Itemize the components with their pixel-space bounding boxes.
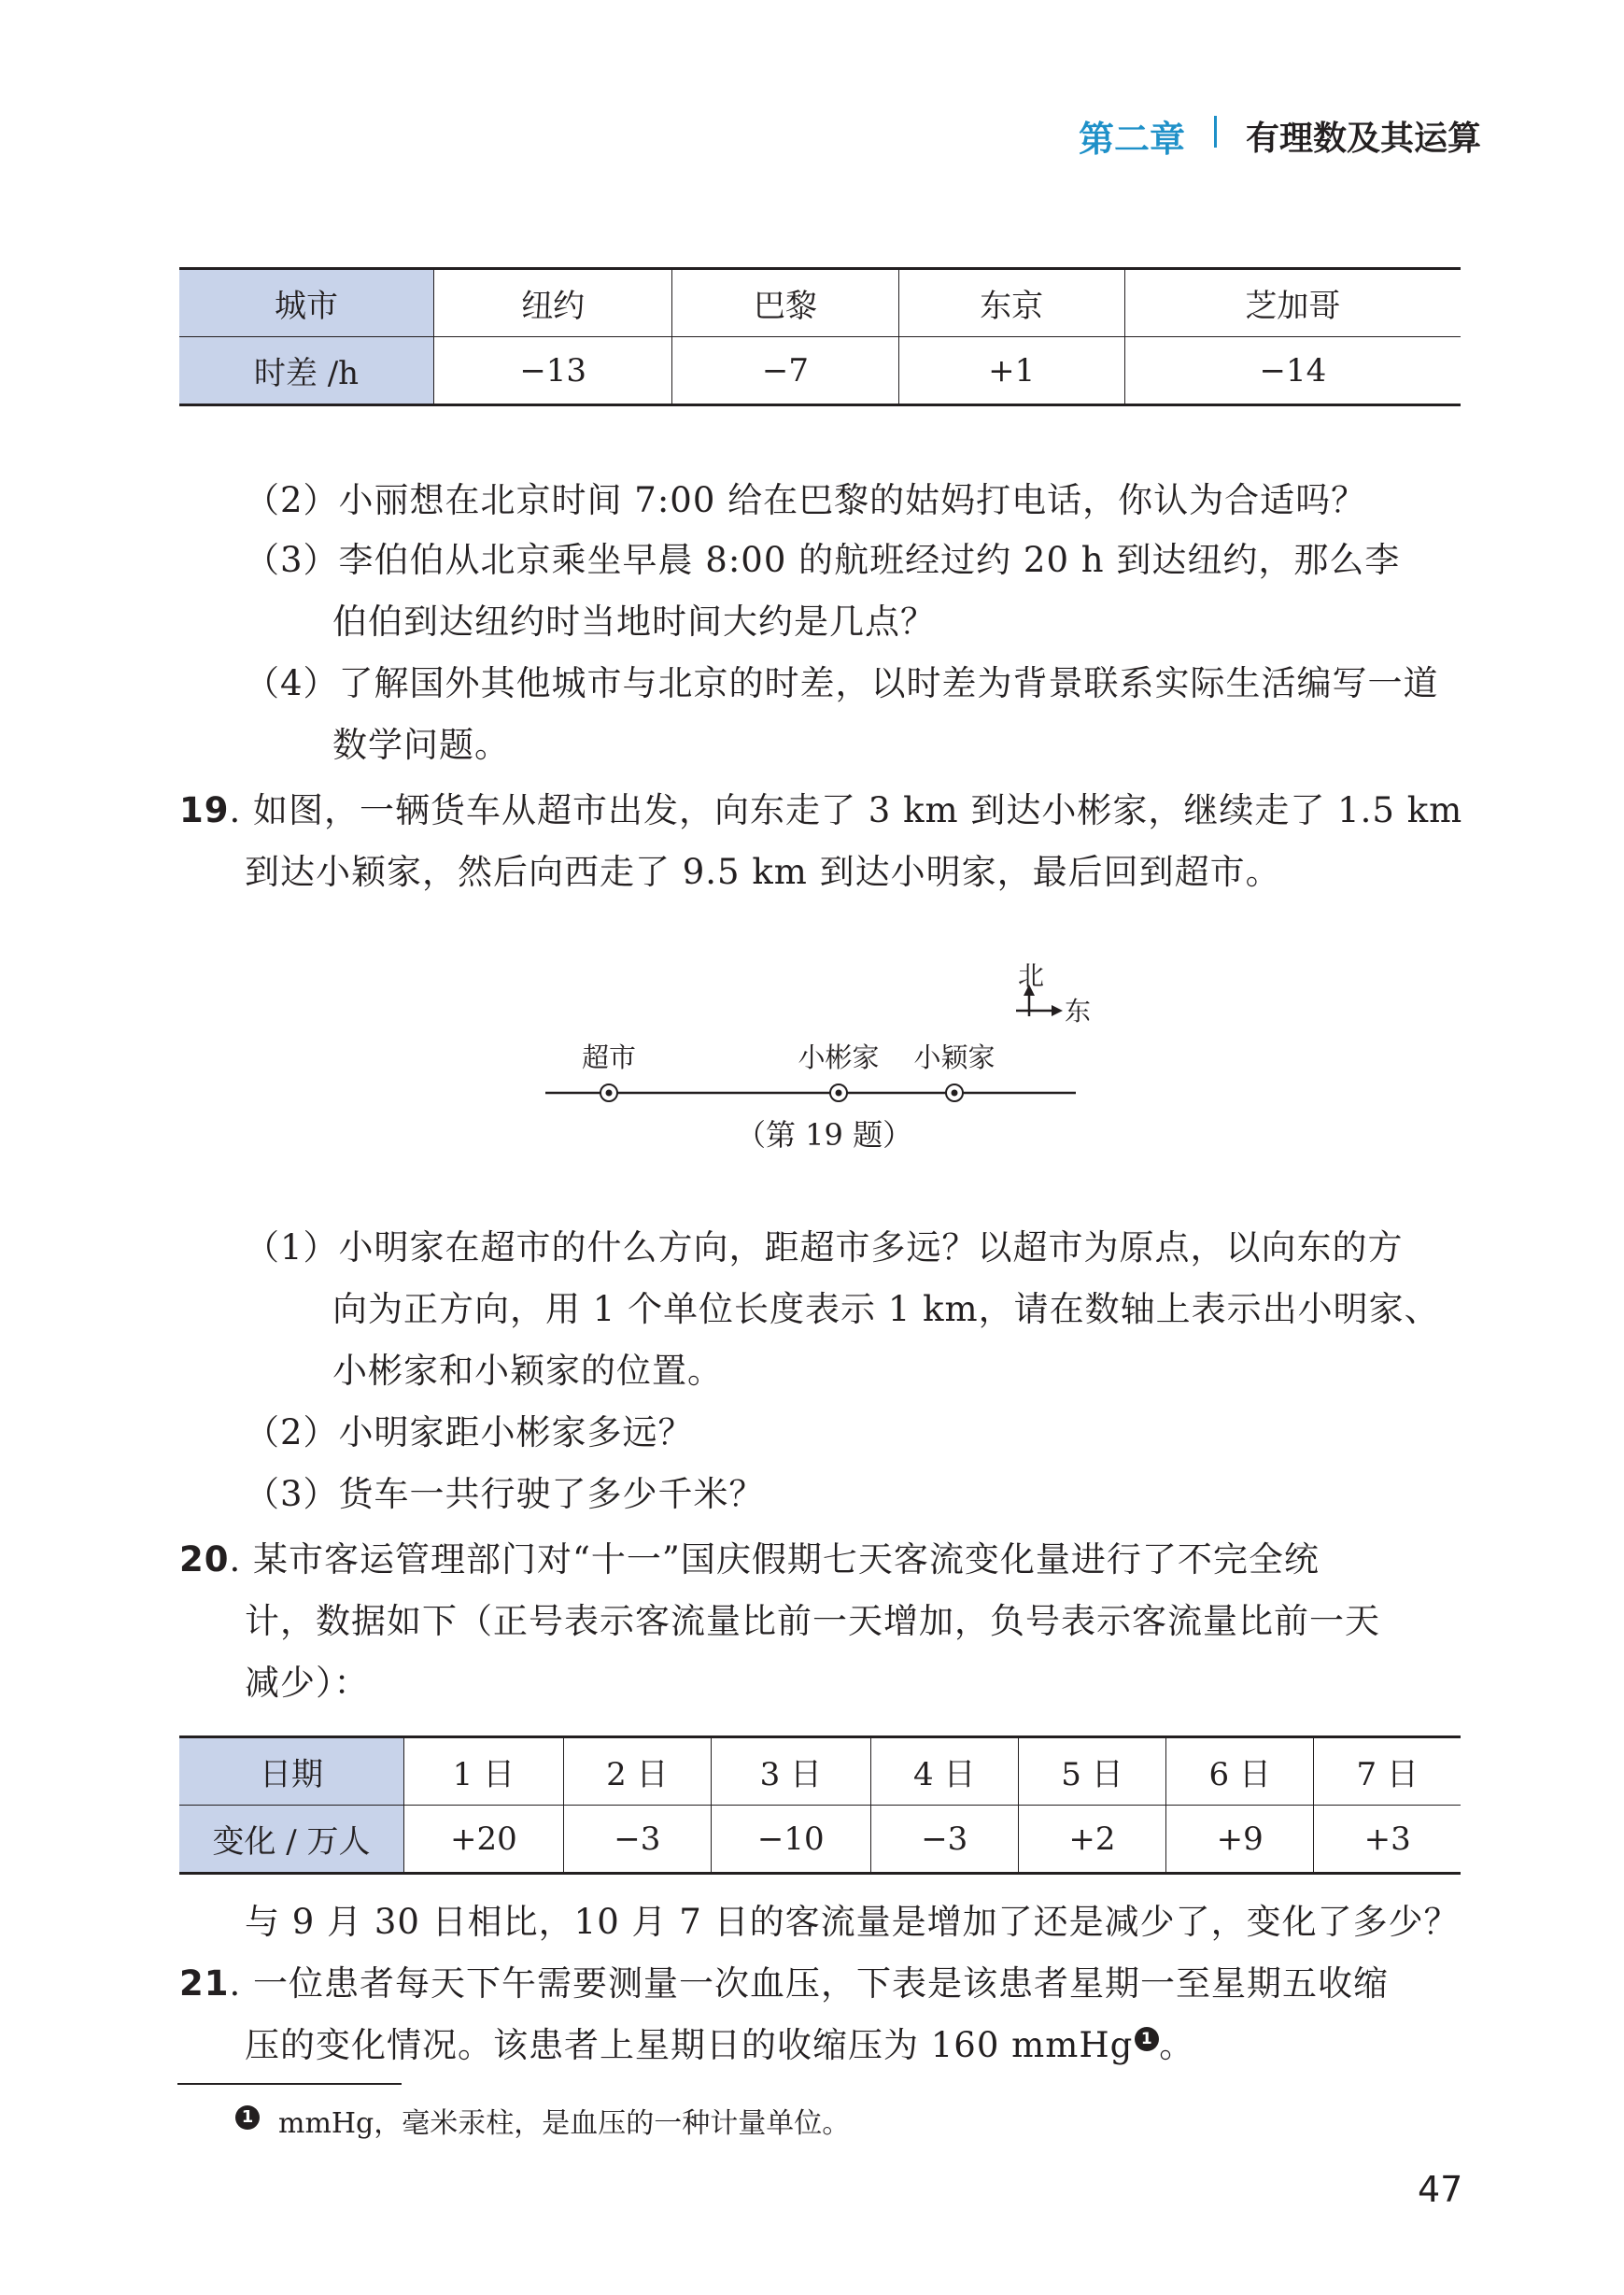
- question-number: 21: [179, 1963, 230, 2004]
- table-cell: 巴黎: [672, 269, 898, 337]
- table-header-cell: 城市: [179, 269, 434, 337]
- q19-line2: 到达小颖家，然后向西走了 9.5 km 到达小明家，最后回到超市。: [245, 852, 1281, 892]
- table-cell: 3 日: [711, 1737, 870, 1806]
- table-cell: 1 日: [404, 1737, 564, 1806]
- table-cell: 5 日: [1018, 1737, 1165, 1806]
- q21-text: 压的变化情况。该患者上星期日的收缩压为 160 mmHg: [245, 2025, 1134, 2065]
- footnote-text: mmHg，毫米汞柱，是血压的一种计量单位。: [278, 2107, 851, 2140]
- table-cell: 芝加哥: [1124, 269, 1461, 337]
- point-label: 超市: [581, 1041, 637, 1073]
- table-cell: −13: [434, 337, 672, 405]
- footnote-divider: [177, 2083, 402, 2085]
- q20-line1: [179, 1532, 1320, 1588]
- q20-line3: 减少）：: [245, 1663, 370, 1703]
- q20-text: . 某市客运管理部门对“十一”国庆假期七天客流变化量进行了不完全统: [229, 1539, 1320, 1580]
- q19-part1-line3: 小彬家和小颖家的位置。: [332, 1351, 723, 1391]
- table-cell: −3: [563, 1806, 711, 1874]
- q19-line1: [179, 783, 1462, 839]
- table-cell: 4 日: [870, 1737, 1018, 1806]
- table-cell: +1: [898, 337, 1124, 405]
- q18-part4-line2: 数学问题。: [332, 725, 510, 765]
- timezone-table: [179, 267, 1461, 406]
- table-cell: +2: [1018, 1806, 1165, 1874]
- header-divider: [1214, 116, 1217, 148]
- footnote-marker-icon: 1: [235, 2105, 260, 2130]
- table-header-cell: 日期: [179, 1737, 404, 1806]
- q19-part1-line2: 向为正方向，用 1 个单位长度表示 1 km，请在数轴上表示出小明家、: [332, 1289, 1440, 1329]
- q21-text: . 一位患者每天下午需要测量一次血压，下表是该患者星期一至星期五收缩: [229, 1963, 1390, 2004]
- table-cell: −7: [672, 337, 898, 405]
- q19-part3: （3）货车一共行驶了多少千米？: [245, 1474, 765, 1514]
- table-row: [179, 1806, 1461, 1874]
- table-cell: 6 日: [1166, 1737, 1314, 1806]
- table-cell: −3: [870, 1806, 1018, 1874]
- q19-part1-line1: （1）小明家在超市的什么方向，距超市多远？以超市为原点，以向东的方: [245, 1227, 1404, 1268]
- point-marker: [830, 1084, 847, 1101]
- table-header-cell: 时差 /h: [179, 337, 434, 405]
- footnote-ref-icon[interactable]: 1: [1135, 2027, 1159, 2051]
- point-label: 小彬家: [798, 1041, 880, 1073]
- chapter-label: 第二章: [1079, 119, 1186, 160]
- passenger-flow-table: [179, 1735, 1461, 1875]
- point-marker: [946, 1084, 963, 1101]
- table-row: [179, 269, 1461, 337]
- page-number: 47: [1418, 2169, 1463, 2210]
- q21-line-end: 。: [1159, 2025, 1195, 2065]
- east-label: 东: [1065, 996, 1092, 1027]
- q20-line2: 计，数据如下（正号表示客流量比前一天增加，负号表示客流量比前一天: [245, 1601, 1380, 1641]
- q18-part4-line1: （4）了解国外其他城市与北京的时差，以时差为背景联系实际生活编写一道: [245, 663, 1439, 703]
- q18-part3-line1: （3）李伯伯从北京乘坐早晨 8:00 的航班经过约 20 h 到达纽约，那么李: [245, 540, 1401, 580]
- north-label: 北: [1018, 960, 1045, 991]
- table-cell: −14: [1124, 337, 1461, 405]
- point-label: 小颖家: [913, 1041, 996, 1073]
- table-cell: 东京: [898, 269, 1124, 337]
- table-cell: +3: [1314, 1806, 1461, 1874]
- table-row: [179, 337, 1461, 405]
- table-cell: 纽约: [434, 269, 672, 337]
- point-marker: [600, 1084, 617, 1101]
- question-number: 19: [179, 790, 230, 830]
- question-number: 20: [179, 1539, 230, 1580]
- table-cell: +9: [1166, 1806, 1314, 1874]
- q21-line1: [179, 1956, 1389, 2012]
- table-cell: 7 日: [1314, 1737, 1461, 1806]
- q19-part2: （2）小明家距小彬家多远？: [245, 1412, 694, 1452]
- table-cell: +20: [404, 1806, 564, 1874]
- q19-text: . 如图，一辆货车从超市出发，向东走了 3 km 到达小彬家，继续走了 1.5 km: [229, 790, 1463, 830]
- q18-part2: （2）小丽想在北京时间 7:00 给在巴黎的姑妈打电话，你认为合适吗？: [245, 480, 1367, 520]
- q21-line2: [245, 2018, 1194, 2074]
- table-row: [179, 1737, 1461, 1806]
- table-header-cell: 变化 / 万人: [179, 1806, 404, 1874]
- figure-caption: （第 19 题）: [736, 1117, 913, 1153]
- table-cell: −10: [711, 1806, 870, 1874]
- chapter-title: 有理数及其运算: [1246, 120, 1482, 158]
- q18-part3-line2: 伯伯到达纽约时当地时间大约是几点？: [332, 602, 936, 642]
- q20-question: 与 9 月 30 日相比，10 月 7 日的客流量是增加了还是减少了，变化了多少？: [245, 1902, 1460, 1942]
- table-cell: 2 日: [563, 1737, 711, 1806]
